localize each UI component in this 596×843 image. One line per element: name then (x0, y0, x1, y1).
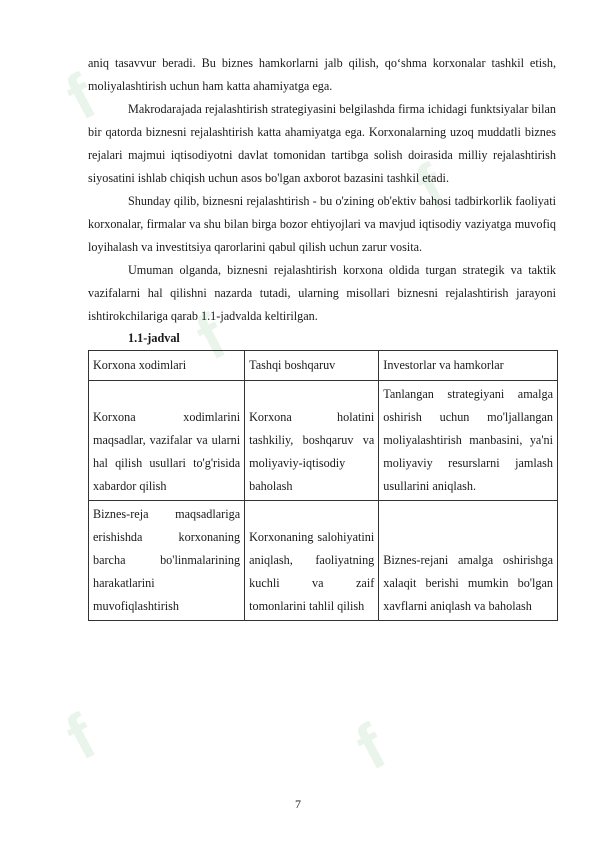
watermark-logo: f (344, 710, 397, 784)
table-cell: Korxona holatini tashkiliy, boshqaruv va moliyaviy-iqtisodiy baholash (245, 381, 379, 501)
table-cell: Korxonaning salohiyatini aniqlash, faoliyatning kuchli va zaif tomonlarini tahlil qilish (245, 501, 379, 621)
paragraph-continuation: aniq tasavvur beradi. Bu biznes hamkorlarni jalb qilish, qo‘shma korxonalar tashkil etish, moliyalashtirish uchun ham katta ahamiyatga ega. (88, 56, 556, 93)
table-header-cell: Korxona xodimlari (89, 351, 245, 381)
table-header-row (89, 351, 558, 381)
watermark-logo: f (54, 700, 107, 774)
planning-table (88, 350, 558, 621)
paragraph-overview: Umuman olganda, biznesni rejalashtirish korxona oldida turgan strategik va taktik vazifalarni hal qilishni nazarda tutadi, ularning misollari biznesni rejalashtirish jarayoni ishtirokchilariga qarab 1.1-jadvalda keltirilgan. (88, 263, 556, 323)
table-header-cell: Tashqi boshqaruv (245, 351, 379, 381)
table-caption: 1.1-jadval (128, 331, 180, 345)
paragraph-business-planning: Shunday qilib, biznesni rejalashtirish - bu o'zining ob'ektiv bahosi tadbirkorlik faoliyati korxonalar, firmalar va shu bilan birga bozor ehtiyojlari va mavjud iqtisodiy vaziyatga muvofiq loyihalash va investitsiya qarorlarini qabul qilish uchun zarur vosita. (88, 194, 556, 254)
table-header-cell: Investorlar va hamkorlar (379, 351, 558, 381)
table-cell: Tanlangan strategiyani amalga oshirish uchun mo'ljallangan moliyalashtirish manbasini, ya'ni moliyaviy resurslarni jamlash usullarini aniqlash. (379, 381, 558, 501)
page-number: 7 (295, 797, 301, 811)
paragraph-macrolevel: Makrodarajada rejalashtirish strategiyasini belgilashda firma ichidagi funktsiyalar bilan bir qatorda biznesni rejalashtirish katta ahamiyatga ega. Korxonalarning uzoq muddatli biznes rejalari majmui iqtisodiyotni davlat tomonidan tartibga solish doirasida milliy rejalashtirish siyosatini ishlab chiqish uchun asos bo'lgan axborot bazasini tashkil etadi. (88, 102, 556, 185)
table-cell: Korxona xodimlarini maqsadlar, vazifalar va ularni hal qilish usullari to'g'risida xabardor qilish (89, 381, 245, 501)
table-row (89, 501, 558, 621)
watermark-logo: f (54, 60, 107, 134)
watermark-logo: f (184, 300, 237, 374)
table-cell: Biznes-reja maqsadlariga erishishda korxonaning barcha bo'linmalarining harakatlarini muvofiqlashtirish (89, 501, 245, 621)
document-body (88, 52, 556, 621)
watermark-logo: f (404, 150, 457, 224)
table-cell: Biznes-rejani amalga oshirishga xalaqit berishi mumkin bo'lgan xavflarni aniqlash va baholash (379, 501, 558, 621)
table-row (89, 381, 558, 501)
